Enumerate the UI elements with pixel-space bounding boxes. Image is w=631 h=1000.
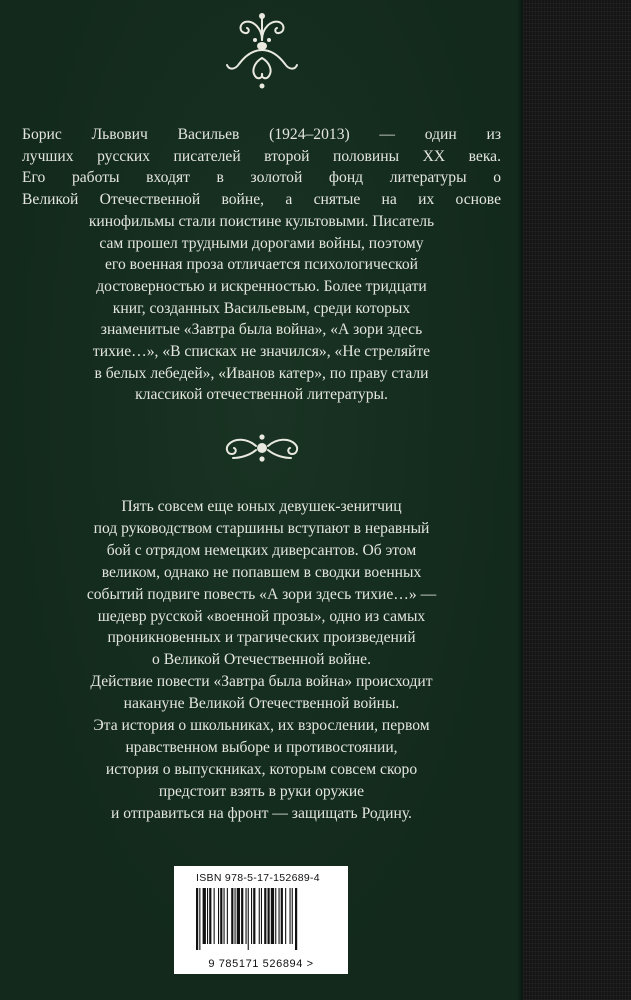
book-spine [523, 0, 631, 1000]
middle-ornament [0, 428, 523, 464]
author-bio-line: книг, созданных Васильевым, среди которых [112, 299, 411, 317]
author-bio-line: Борис Львович Васильев (1924–2013) — один из [22, 126, 501, 143]
summary-line: предстоит взять в руки оружие [158, 782, 365, 800]
summary-line: событий подвиге повесть «А зори здесь тихие…» — [86, 585, 437, 603]
summary-line: нравственном выборе и противостоянии, [125, 738, 398, 756]
summary-line: и отправиться на фронт — защищать Родину. [111, 804, 412, 822]
isbn-barcode [174, 866, 348, 974]
summary-line: история о выпускниках, которым совсем скоро [105, 760, 418, 778]
barcode-icon [194, 888, 334, 958]
author-bio-line: тихие…», «В списках не значился», «Не стреляйте [92, 343, 431, 361]
flourish-divider-icon [219, 428, 305, 464]
author-bio-line: в белых лебедей», «Иванов катер», по праву стали [94, 364, 429, 382]
author-bio-line: классикой отечественной литературы. [135, 386, 388, 404]
author-bio-line: кинофильмы стали поистине культовыми. Писатель [88, 212, 435, 230]
top-ornament [0, 10, 523, 92]
author-bio-line: Великой Отечественной войне, а снятые на их основе [22, 191, 501, 209]
summary-line: Пять совсем еще юных девушек-зенитчиц [121, 498, 402, 515]
author-bio-line: достоверностью и искренностью. Более тридцати [96, 277, 427, 295]
summary-line: великом, однако не попавшем в сводки военных [101, 563, 422, 581]
author-bio-line: Его работы входят в золотой фонд литературы о [22, 169, 501, 187]
author-bio-line: знаменитые «Завтра была война», «А зори здесь [100, 321, 423, 339]
summary-line: бой с отрядом немецких диверсантов. Об этом [106, 541, 417, 559]
summary-line: проникновенных и трагических произведений [107, 629, 416, 647]
summary-line: Эта история о школьниках, их взрослении, первом [93, 717, 430, 735]
author-bio-line: лучших русских писателей второй половины XX века. [22, 147, 501, 165]
author-bio-line: его военная проза отличается психологической [105, 256, 418, 274]
summary-line: шедевр русской «военной прозы», одно из самых [97, 607, 426, 625]
summary-line: под руководством старшины вступают в неравный [93, 519, 430, 537]
author-bio-line: сам прошел трудными дорогами войны, поэтому [99, 234, 424, 252]
barcode-digits: 9 785171 526894 > [208, 958, 314, 970]
summary-line: накануне Великой Отечественной войны. [123, 695, 400, 713]
book-summary [0, 496, 523, 825]
summary-line: о Великой Отечественной войне. [152, 651, 371, 669]
flourish-ornament-icon [219, 10, 305, 92]
author-bio [0, 124, 523, 406]
summary-line: Действие повести «Завтра была война» происходит [90, 673, 433, 691]
isbn-label: ISBN 978-5-17-152689-4 [196, 872, 320, 884]
